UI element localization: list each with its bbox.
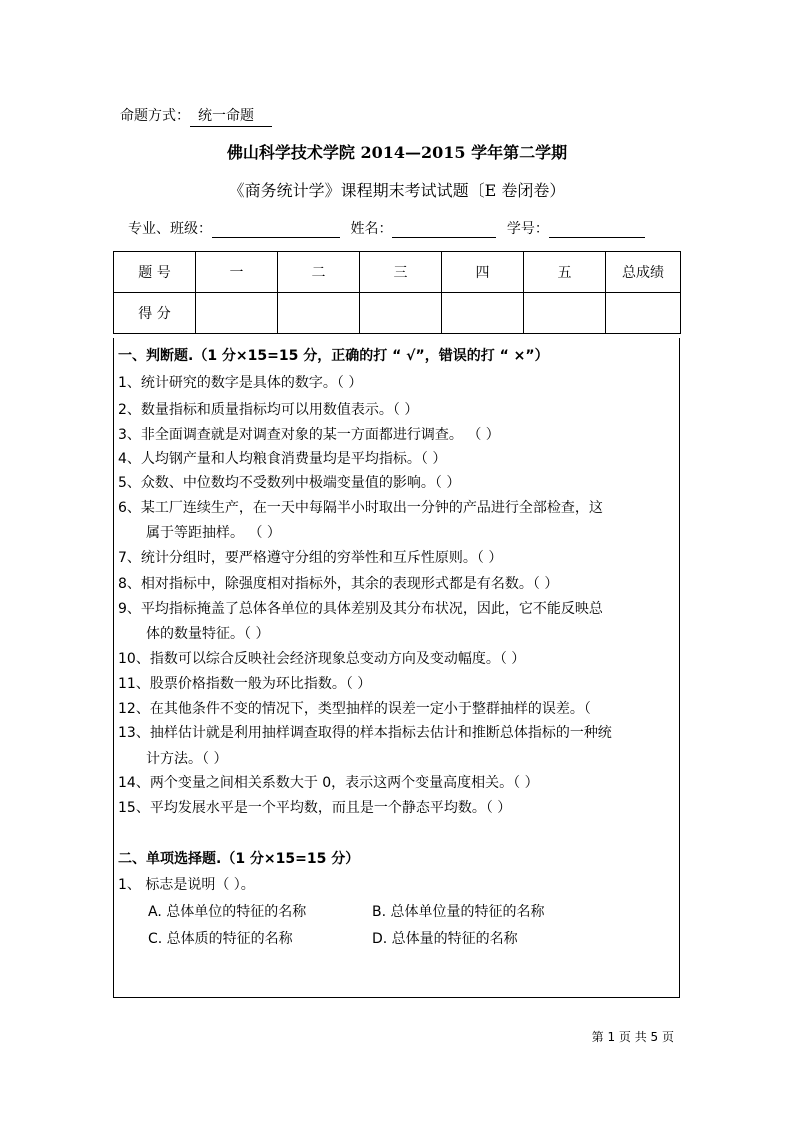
section-title: 二、单项选择题.（1 分×15=15 分） xyxy=(118,851,360,867)
question: 2、数量指标和质量指标均可以用数值表示。（ ） xyxy=(118,402,419,418)
page-number: 第 1 页 共 5 页 xyxy=(591,1030,674,1044)
score-label-cell: 得 分 xyxy=(114,293,196,334)
exam-mode xyxy=(120,105,272,127)
score-cell[interactable] xyxy=(360,293,442,334)
score-cell[interactable] xyxy=(196,293,278,334)
table-row xyxy=(114,252,681,293)
option-d: D. 总体量的特征的名称 xyxy=(372,931,518,947)
question: 5、众数、中位数均不受数列中极端变量值的影响。（ ） xyxy=(118,475,461,491)
mode-value: 统一命题 xyxy=(190,105,272,127)
question: 3、非全面调查就是对调查对象的某一方面都进行调查。 （ ） xyxy=(118,427,500,443)
id-field[interactable] xyxy=(549,221,645,238)
header-cell: 三 xyxy=(360,252,442,293)
name-label: 姓名： xyxy=(350,221,393,237)
question: 7、统计分组时，要严格遵守分组的穷举性和互斥性原则。（ ） xyxy=(118,550,503,566)
name-field[interactable] xyxy=(392,221,496,238)
page-title: 佛山科学技术学院 2014—2015 学年第二学期 xyxy=(226,143,568,162)
question: 14、两个变量之间相关系数大于 0，表示这两个变量高度相关。（ ） xyxy=(118,775,539,791)
question: 8、相对指标中，除强度相对指标外，其余的表现形式都是有名数。（ ） xyxy=(118,576,559,592)
header-cell: 二 xyxy=(278,252,360,293)
question: 10、指数可以综合反映社会经济现象总变动方向及变动幅度。（ ） xyxy=(118,651,526,667)
question: 11、股票价格指数一般为环比指数。（ ） xyxy=(118,676,372,692)
major-label: 专业、班级： xyxy=(128,221,212,237)
id-label: 学号： xyxy=(506,221,549,237)
header-cell: 题 号 xyxy=(114,252,196,293)
question: 1、 标志是说明（ ）。 xyxy=(118,877,255,893)
header-cell: 一 xyxy=(196,252,278,293)
header-cell: 总成绩 xyxy=(606,252,681,293)
option-c: C. 总体质的特征的名称 xyxy=(148,931,293,947)
score-cell[interactable] xyxy=(278,293,360,334)
exam-title: 《商务统计学》课程期末考试试题〔E 卷闭卷） xyxy=(228,181,566,200)
header-cell: 五 xyxy=(524,252,606,293)
question: 12、在其他条件不变的情况下，类型抽样的误差一定小于整群抽样的误差。（ xyxy=(118,701,591,717)
question: 9、平均指标掩盖了总体各单位的具体差别及其分布状况，因此，它不能反映总 xyxy=(118,601,603,617)
question-continuation: 计方法。（ ） xyxy=(146,751,228,767)
score-cell[interactable] xyxy=(524,293,606,334)
option-b: B. 总体单位量的特征的名称 xyxy=(372,904,545,920)
header-cell: 四 xyxy=(442,252,524,293)
question-continuation: 体的数量特征。（ ） xyxy=(146,626,270,642)
section-title: 一、判断题.（1 分×15=15 分，正确的打 “ √”，错误的打 “ ×”） xyxy=(118,348,549,364)
student-info xyxy=(128,218,645,238)
option-a: A. 总体单位的特征的名称 xyxy=(148,904,307,920)
question-continuation: 属于等距抽样。 （ ） xyxy=(146,525,281,541)
score-cell[interactable] xyxy=(442,293,524,334)
mode-label: 命题方式： xyxy=(120,108,190,124)
question: 6、某工厂连续生产，在一天中每隔半小时取出一分钟的产品进行全部检查，这 xyxy=(118,500,603,516)
score-table xyxy=(113,251,681,334)
question: 1、统计研究的数字是具体的数字。（ ） xyxy=(118,375,363,391)
question: 13、抽样估计就是利用抽样调查取得的样本指标去估计和推断总体指标的一种统 xyxy=(118,725,612,741)
question: 15、平均发展水平是一个平均数，而且是一个静态平均数。（ ） xyxy=(118,800,512,816)
score-cell[interactable] xyxy=(606,293,681,334)
major-field[interactable] xyxy=(212,221,340,238)
question: 4、人均钢产量和人均粮食消费量均是平均指标。（ ） xyxy=(118,451,447,467)
table-row xyxy=(114,293,681,334)
